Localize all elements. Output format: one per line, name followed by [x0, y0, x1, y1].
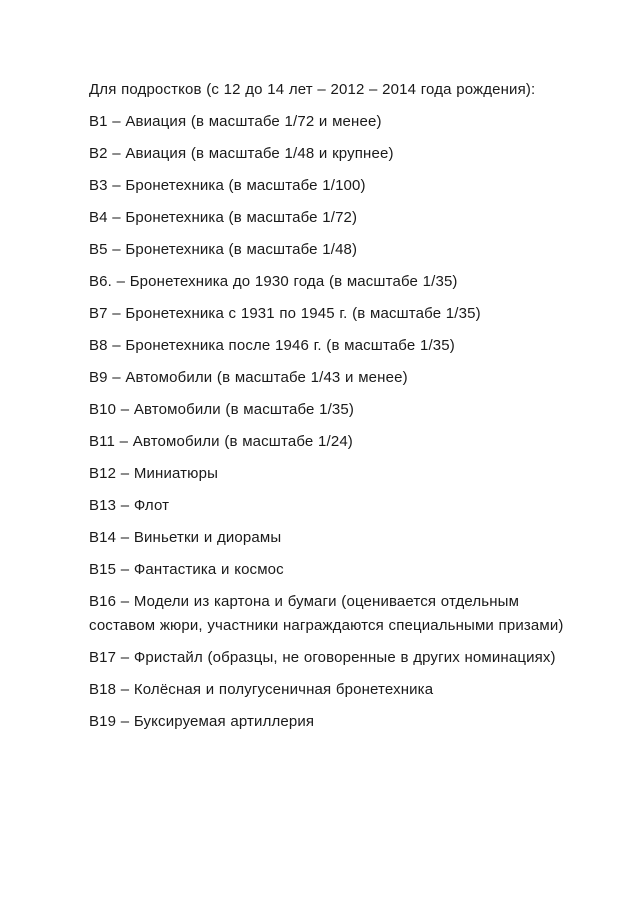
category-item-v6: В6. – Бронетехника до 1930 года (в масштабе 1/35) — [89, 273, 458, 290]
category-item-v10: В10 – Автомобили (в масштабе 1/35) — [89, 401, 355, 418]
category-item-v14: В14 – Виньетки и диорамы — [89, 529, 282, 546]
category-item-v19: В19 – Буксируемая артиллерия — [89, 713, 315, 730]
category-item-v18: В18 – Колёсная и полугусеничная бронетехника — [89, 681, 434, 698]
category-item-v12: В12 – Миниатюры — [89, 465, 219, 482]
category-item-v9: В9 – Автомобили (в масштабе 1/43 и менее) — [89, 369, 408, 386]
category-item-v5: В5 – Бронетехника (в масштабе 1/48) — [89, 241, 358, 258]
category-item-v1: В1 – Авиация (в масштабе 1/72 и менее) — [89, 113, 382, 130]
category-item-v11: В11 – Автомобили (в масштабе 1/24) — [89, 433, 353, 450]
category-item-v16: В16 – Модели из картона и бумаги (оценивается отдельным составом жюри, участники награждаются специальными призами) — [89, 593, 564, 634]
section-heading: Для подростков (с 12 до 14 лет – 2012 – 2014 года рождения): — [89, 81, 536, 98]
category-item-v13: В13 – Флот — [89, 497, 170, 514]
category-item-v2: В2 – Авиация (в масштабе 1/48 и крупнее) — [89, 145, 394, 162]
document-body — [89, 78, 572, 734]
category-item-v8: В8 – Бронетехника после 1946 г. (в масштабе 1/35) — [89, 337, 455, 354]
category-item-v15: В15 – Фантастика и космос — [89, 561, 284, 578]
category-item-v7: В7 – Бронетехника с 1931 по 1945 г. (в масштабе 1/35) — [89, 305, 481, 322]
category-item-v17: В17 – Фристайл (образцы, не оговоренные в других номинациях) — [89, 649, 556, 666]
category-item-v4: В4 – Бронетехника (в масштабе 1/72) — [89, 209, 358, 226]
category-item-v3: В3 – Бронетехника (в масштабе 1/100) — [89, 177, 366, 194]
